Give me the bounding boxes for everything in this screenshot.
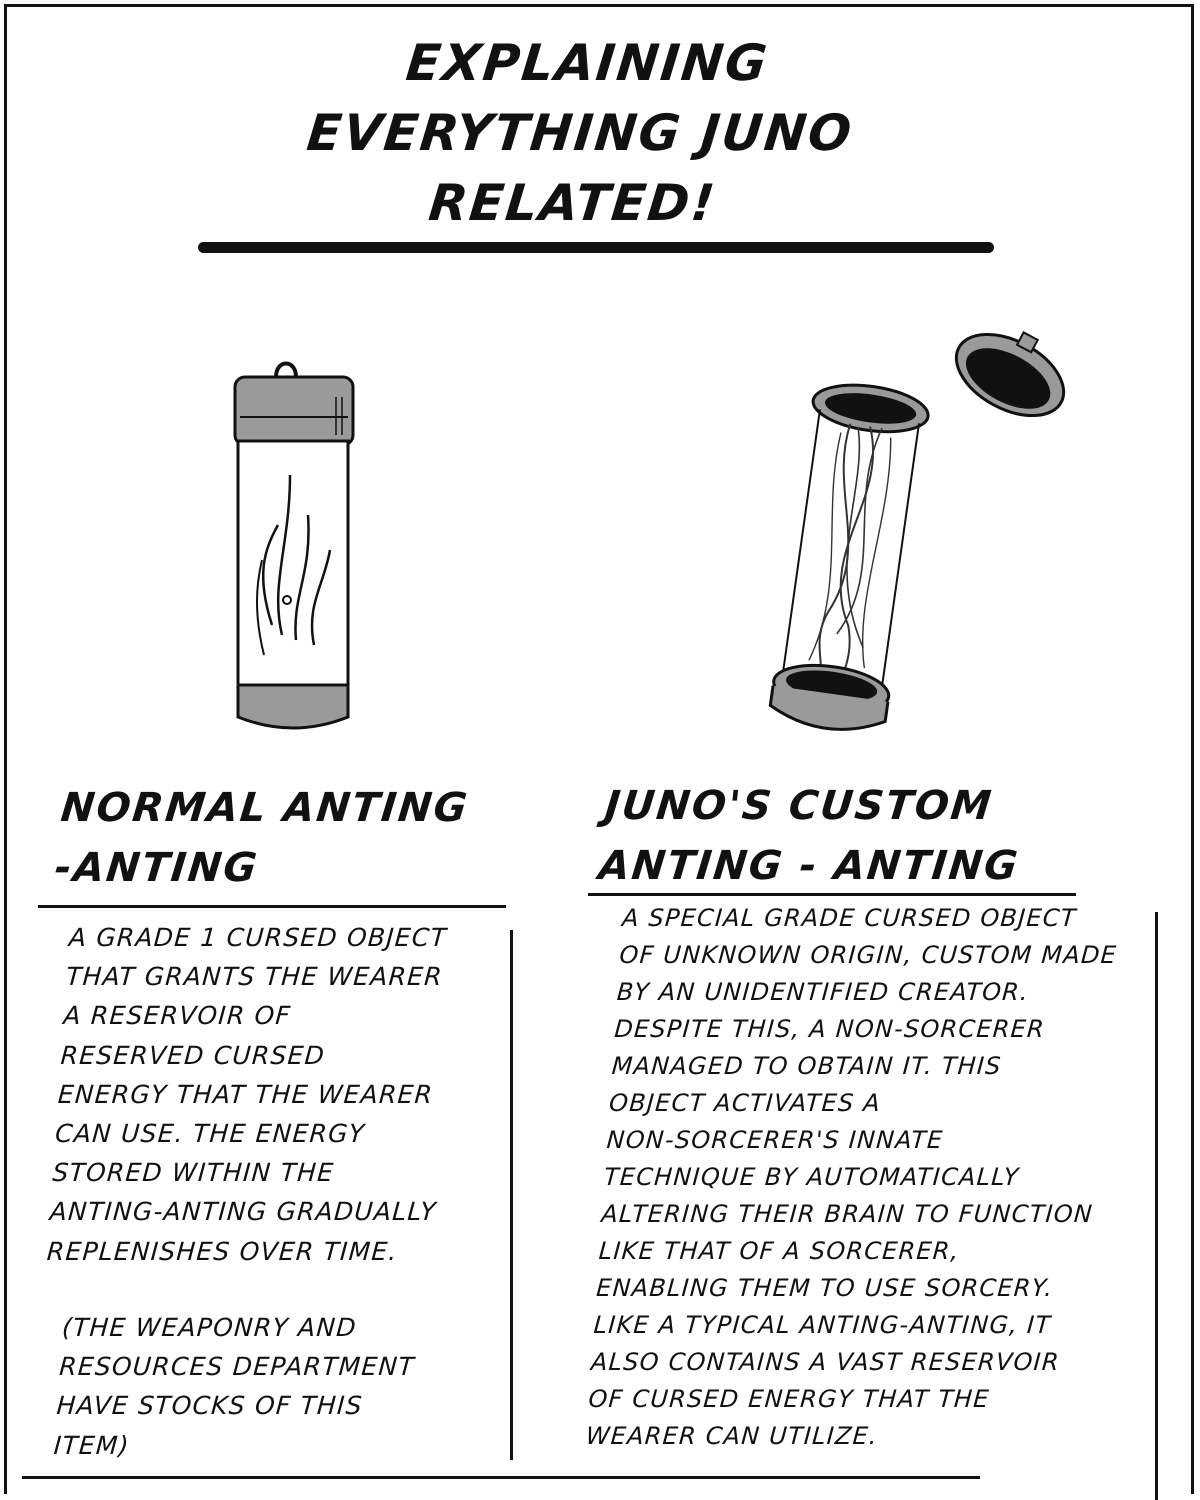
page-title — [189, 28, 971, 238]
normal-anting-anting-heading — [52, 778, 472, 898]
title-line-3: RELATED! — [426, 174, 720, 232]
right-heading-underline — [588, 893, 1076, 896]
title-line-2: EVERYTHING JUNO — [304, 104, 856, 162]
closed-anting-anting-vial-icon — [220, 355, 370, 735]
heading-line-1: NORMAL ANTING — [58, 785, 471, 831]
heading-line-1: JUNO'S CUSTOM — [602, 783, 996, 829]
custom-anting-anting-description: A SPECIAL GRADE CURSED OBJECT OF UNKNOWN ORIGIN, CUSTOM MADE BY AN UNIDENTIFIED CREATOR. DESPITE THIS, A NON-SORCERER MANAGED TO OBTAIN IT. THIS OBJECT ACTIVATES A NON-SORCERER'S INNATE TECHNIQUE BY AUTOMATICALLY ALTERING THEIR BRAIN TO FUNCTION LIKE THAT OF A SORCERER, ENABLING THEM TO USE SORCERY. LIKE A TYPICAL ANTING-ANTING, IT ALSO CONTAINS A VAST RESERVOIR OF CURSED ENERGY THAT THE WEARER CAN UTILIZE. — [584, 904, 1119, 1450]
bottom-rule — [22, 1476, 980, 1479]
title-underline — [198, 242, 994, 253]
open-custom-vial-icon — [740, 315, 1080, 755]
left-heading-underline — [38, 905, 506, 908]
heading-line-2: -ANTING — [52, 845, 261, 891]
normal-anting-anting-note: (THE WEAPONRY AND RESOURCES DEPARTMENT HAVE STOCKS OF THIS ITEM) — [52, 1313, 416, 1460]
normal-anting-anting-description: A GRADE 1 CURSED OBJECT THAT GRANTS THE WEARER A RESERVOIR OF RESERVED CURSED ENERGY THAT THE WEARER CAN USE. THE ENERGY STORED WITHIN THE ANTING-ANTING GRADUALLY REPLENISHES OVER TIME. — [46, 923, 449, 1266]
custom-anting-anting-heading — [596, 776, 1029, 896]
title-line-1: EXPLAINING — [403, 34, 772, 92]
left-column-divider — [510, 930, 513, 1460]
right-column-divider — [1155, 912, 1158, 1500]
heading-line-2: ANTING - ANTING — [596, 843, 1022, 889]
